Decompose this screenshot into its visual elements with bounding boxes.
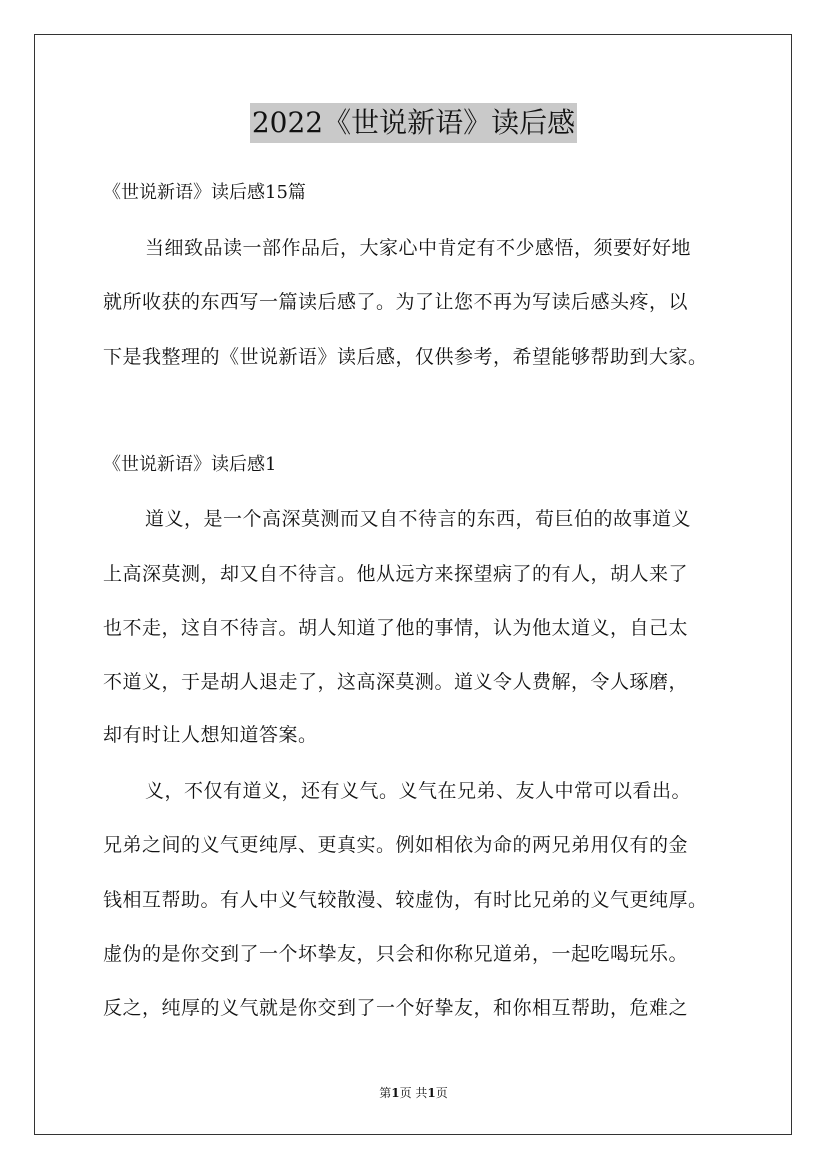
- paragraph-line: 却有时让人想知道答案。: [103, 724, 318, 746]
- paragraph-line: 道义，是一个高深莫测而又自不待言的东西，荀巨伯的故事道义: [145, 508, 692, 530]
- paragraph-line: 义，不仅有道义，还有义气。义气在兄弟、友人中常可以看出。: [145, 780, 692, 802]
- paragraph-line: 虚伪的是你交到了一个坏挚友，只会和你称兄道弟，一起吃喝玩乐。: [103, 943, 689, 965]
- document-title: 2022《世说新语》读后感: [250, 103, 577, 143]
- paragraph-line: 不道义，于是胡人退走了，这高深莫测。道义令人费解，令人琢磨，: [103, 671, 689, 693]
- paragraph-line: 兄弟之间的义气更纯厚、更真实。例如相依为命的两兄弟用仅有的金: [103, 834, 689, 856]
- paragraph-line: 上高深莫测，却又自不待言。他从远方来探望病了的有人，胡人来了: [103, 563, 689, 585]
- page-footer: [0, 1085, 827, 1101]
- footer-page-prefix: 第: [379, 1086, 392, 1100]
- paragraph-line: 反之，纯厚的义气就是你交到了一个好挚友，和你相互帮助，危难之: [103, 997, 689, 1019]
- footer-page-total: 1: [427, 1086, 436, 1100]
- footer-page-current: 1: [391, 1086, 400, 1100]
- title-wrap: [0, 103, 827, 143]
- intro-line-2: 就所收获的东西写一篇读后感了。为了让您不再为写读后感头疼，以: [103, 291, 689, 313]
- footer-page-mid: 页 共: [399, 1086, 428, 1100]
- paragraph-line: 钱相互帮助。有人中义气较散漫、较虚伪，有时比兄弟的义气更纯厚。: [103, 889, 708, 911]
- intro-line-1: 当细致品读一部作品后，大家心中肯定有不少感悟，须要好好地: [145, 237, 692, 259]
- document-subtitle: 《世说新语》读后感15篇: [103, 182, 306, 203]
- footer-page-suffix: 页: [435, 1086, 448, 1100]
- intro-line-3: 下是我整理的《世说新语》读后感，仅供参考，希望能够帮助到大家。: [103, 346, 708, 368]
- paragraph-line: 也不走，这自不待言。胡人知道了他的事情，认为他太道义，自己太: [103, 617, 689, 639]
- section-heading: 《世说新语》读后感1: [103, 454, 277, 475]
